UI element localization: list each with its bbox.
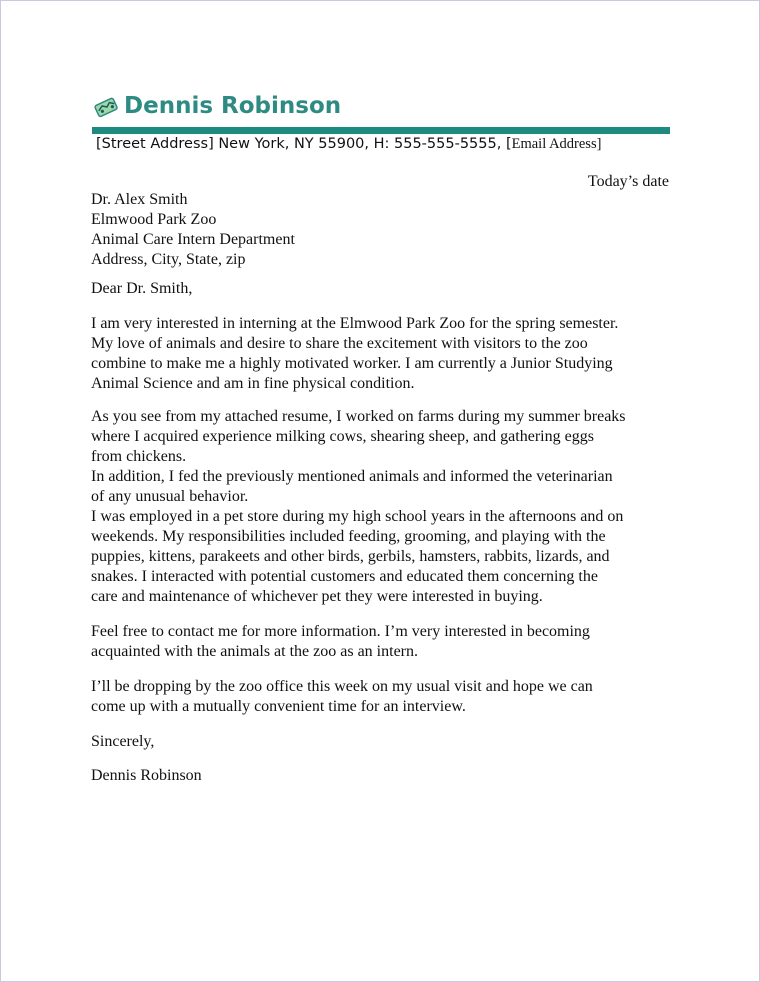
paragraph-line: I’ll be dropping by the zoo office this week on my usual visit and hope we can [91, 678, 593, 695]
letter-date: Today’s date [587, 173, 669, 190]
paragraph-line: I was employed in a pet store during my high school years in the afternoons and on [91, 508, 624, 525]
salutation-text: Dear Dr. Smith, [91, 280, 193, 297]
sender-name: Dennis Robinson [124, 93, 342, 119]
paragraph-line: In addition, I fed the previously mentioned animals and informed the veterinarian [91, 468, 613, 485]
paragraph-4 [91, 677, 681, 717]
handshake-icon [92, 95, 122, 119]
paragraph-line: where I acquired experience milking cows, shearing sheep, and gathering eggs [91, 428, 594, 445]
paragraph-line: As you see from my attached resume, I worked on farms during my summer breaks [91, 408, 626, 425]
paragraph-line: weekends. My responsibilities included feeding, grooming, and playing with the [91, 528, 606, 545]
recipient-block [91, 190, 681, 270]
paragraph-line: Feel free to contact me for more information. I’m very interested in becoming [91, 623, 590, 640]
contact-email: Email Address] [511, 136, 602, 152]
paragraph-line: acquainted with the animals at the zoo as an intern. [91, 643, 418, 660]
paragraph-line: of any unusual behavior. [91, 488, 249, 505]
contact-address-phone: [Street Address] New York, NY 55900, H: 555-555-5555, [ [96, 136, 512, 152]
header-divider [92, 127, 670, 134]
paragraph-line: care and maintenance of whichever pet they were interested in buying. [91, 588, 543, 605]
paragraph-line: snakes. I interacted with potential customers and educated them concerning the [91, 568, 598, 585]
paragraph-line: I am very interested in interning at the Elmwood Park Zoo for the spring semester. [91, 315, 619, 332]
paragraph-line: come up with a mutually convenient time for an interview. [91, 698, 466, 715]
paragraph-1 [91, 314, 681, 394]
recipient-line: Elmwood Park Zoo [91, 211, 217, 228]
paragraph-line: My love of animals and desire to share the excitement with visitors to the zoo [91, 335, 588, 352]
paragraph-3 [91, 622, 681, 662]
signature-text: Dennis Robinson [91, 767, 202, 784]
recipient-line: Address, City, State, zip [91, 251, 246, 268]
paragraph-line: from chickens. [91, 448, 187, 465]
paragraph-line: puppies, kittens, parakeets and other birds, gerbils, hamsters, rabbits, lizards, and [91, 548, 610, 565]
contact-line [96, 135, 601, 153]
salutation [91, 279, 681, 299]
recipient-line: Animal Care Intern Department [91, 231, 295, 248]
paragraph-2 [91, 407, 681, 607]
closing-text: Sincerely, [91, 733, 155, 750]
signature [91, 766, 681, 786]
paragraph-line: Animal Science and am in fine physical condition. [91, 375, 415, 392]
recipient-line: Dr. Alex Smith [91, 191, 188, 208]
closing [91, 732, 681, 752]
paragraph-line: combine to make me a highly motivated worker. I am currently a Junior Studying [91, 355, 613, 372]
